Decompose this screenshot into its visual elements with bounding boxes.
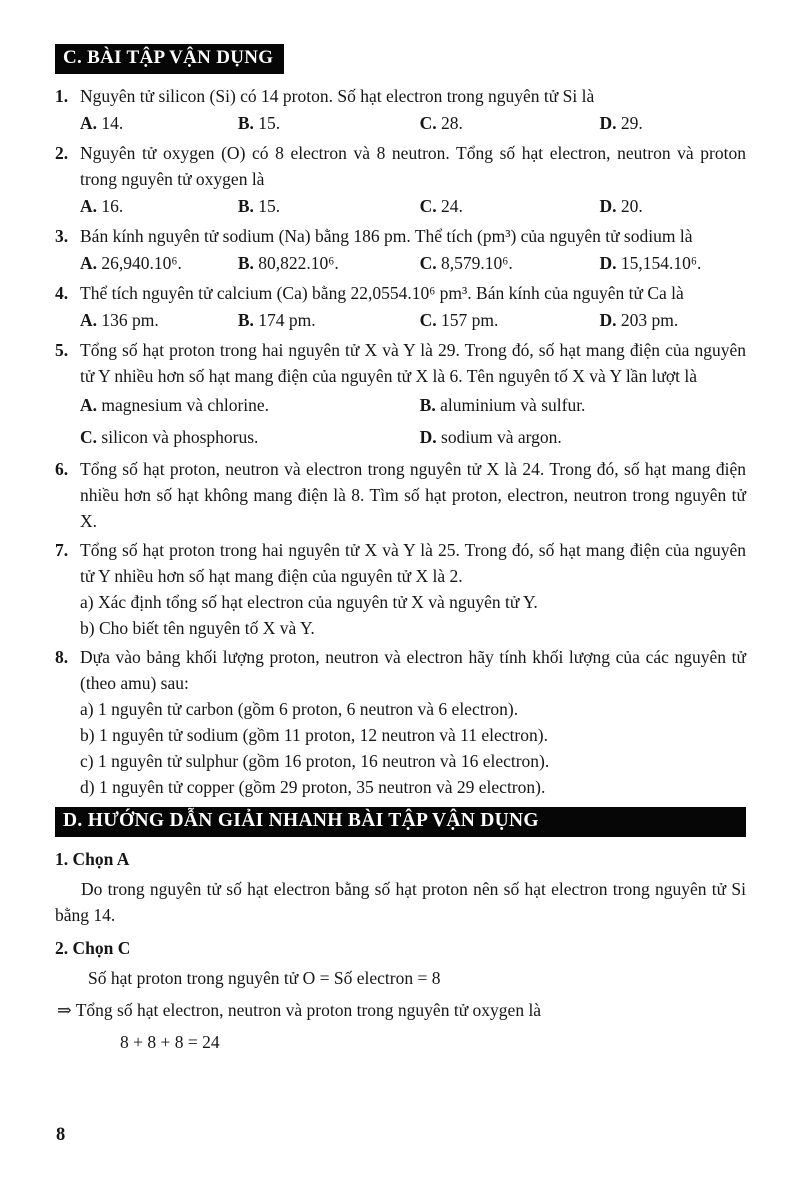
option-letter: B. <box>237 196 254 216</box>
option-letter: C. <box>419 113 437 133</box>
section-d-header <box>55 807 746 837</box>
options-row <box>80 193 746 219</box>
option-letter: D. <box>419 427 437 447</box>
option-letter: A. <box>80 253 98 273</box>
question-number: 2. <box>55 143 69 163</box>
answer-option: A. 14. <box>80 113 124 133</box>
option-letter: A. <box>80 395 98 415</box>
answer-option: C. silicon và phosphorus. <box>80 427 259 447</box>
options-row <box>80 392 746 450</box>
option-letter: A. <box>80 113 98 133</box>
question-body <box>80 280 746 334</box>
options-row <box>80 307 746 333</box>
question-item <box>55 537 746 641</box>
answer-option: D. 29. <box>599 113 643 133</box>
question-item <box>55 140 746 220</box>
answer-option: C. 28. <box>419 113 463 133</box>
options-row <box>80 250 746 276</box>
section-d-title: D. HƯỚNG DẪN GIẢI NHANH BÀI TẬP VẬN DỤNG <box>63 810 539 831</box>
answer-option: D. sodium và argon. <box>419 427 562 447</box>
question-list <box>55 83 746 800</box>
option-letter: D. <box>599 253 617 273</box>
option-letter: A. <box>80 196 98 216</box>
question-number: 4. <box>55 283 69 303</box>
section-c-header <box>55 44 284 74</box>
option-letter: C. <box>419 196 437 216</box>
question-body <box>80 83 746 137</box>
question-number: 8. <box>55 647 69 667</box>
question-subitem: d) 1 nguyên tử copper (gồm 29 proton, 35 neutron và 29 electron). <box>80 777 546 797</box>
page-number: 8 <box>56 1125 66 1145</box>
question-item <box>55 644 746 800</box>
option-letter: B. <box>419 395 436 415</box>
answer-option: C. 8,579.10⁶. <box>419 253 513 273</box>
question-body <box>80 337 746 453</box>
answer-option: B. 15. <box>237 113 281 133</box>
question-text: Tổng số hạt proton trong hai nguyên tử X và Y là 25. Trong đó, số hạt mang điện của nguyên tử Y nhiều hơn số hạt mang điện của nguyên tử X là 2. <box>80 540 746 586</box>
question-body <box>80 537 746 641</box>
question-subitem: b) 1 nguyên tử sodium (gồm 11 proton, 12 neutron và 11 electron). <box>80 725 548 745</box>
question-number: 1. <box>55 86 69 106</box>
option-letter: B. <box>237 253 254 273</box>
answer-option: D. 15,154.10⁶. <box>599 253 702 273</box>
question-item <box>55 83 746 137</box>
answer-option: A. 16. <box>80 196 124 216</box>
option-letter: D. <box>599 113 617 133</box>
answer-option: B. 15. <box>237 196 281 216</box>
question-item <box>55 456 746 534</box>
question-text: Thể tích nguyên tử calcium (Ca) bằng 22,0554.10⁶ pm³. Bán kính của nguyên tử Ca là <box>80 283 684 303</box>
section-c-title: C. BÀI TẬP VẬN DỤNG <box>63 47 274 68</box>
answer-option: A. 136 pm. <box>80 310 159 330</box>
answer-option: C. 24. <box>419 196 463 216</box>
question-item <box>55 337 746 453</box>
answer-option: B. 174 pm. <box>237 310 316 330</box>
question-body <box>80 644 746 800</box>
question-subitem: a) 1 nguyên tử carbon (gồm 6 proton, 6 neutron và 6 electron). <box>80 699 519 719</box>
answer-option: B. aluminium và sulfur. <box>419 395 586 415</box>
option-letter: A. <box>80 310 98 330</box>
question-text: Nguyên tử oxygen (O) có 8 electron và 8 neutron. Tổng số hạt electron, neutron và proton trong nguyên tử oxygen là <box>80 143 746 189</box>
question-subitem: b) Cho biết tên nguyên tố X và Y. <box>80 618 315 638</box>
option-letter: B. <box>237 310 254 330</box>
answer-option: A. 26,940.10⁶. <box>80 253 182 273</box>
question-text: Tổng số hạt proton, neutron và electron trong nguyên tử X là 24. Trong đó, số hạt mang điện nhiều hơn số hạt không mang điện là 8. Tìm số hạt proton, electron, neutron trong nguyên tử X. <box>80 459 746 531</box>
option-letter: D. <box>599 196 617 216</box>
option-letter: C. <box>419 253 437 273</box>
answer-option: D. 20. <box>599 196 643 216</box>
option-letter: C. <box>419 310 437 330</box>
question-number: 3. <box>55 226 69 246</box>
option-letter: B. <box>237 113 254 133</box>
question-number: 7. <box>55 540 69 560</box>
option-letter: C. <box>80 427 98 447</box>
solution-line: ⇒ Tổng số hạt electron, neutron và proton trong nguyên tử oxygen là <box>57 1000 542 1020</box>
question-item <box>55 223 746 277</box>
question-text: Bán kính nguyên tử sodium (Na) bằng 186 pm. Thể tích (pm³) của nguyên tử sodium là <box>80 226 693 246</box>
question-text: Tổng số hạt proton trong hai nguyên tử X và Y là 29. Trong đó, số hạt mang điện của nguyên tử Y nhiều hơn số hạt mang điện của nguyên tử X là 6. Tên nguyên tố X và Y lần lượt là <box>80 340 746 386</box>
answer-option: B. 80,822.10⁶. <box>237 253 339 273</box>
options-row <box>80 110 746 136</box>
question-body <box>80 140 746 220</box>
solution-line: Do trong nguyên tử số hạt electron bằng số hạt proton nên số hạt electron trong nguyên tử Si bằng 14. <box>55 879 746 925</box>
solution-line: 8 + 8 + 8 = 24 <box>120 1032 220 1052</box>
solution-line: Số hạt proton trong nguyên tử O = Số electron = 8 <box>88 968 441 988</box>
solution-heading: 2. Chọn C <box>55 938 131 958</box>
question-text: Dựa vào bảng khối lượng proton, neutron và electron hãy tính khối lượng của các nguyên tử (theo amu) sau: <box>80 647 746 693</box>
answer-option: D. 203 pm. <box>599 310 679 330</box>
question-item <box>55 280 746 334</box>
question-subitem: c) 1 nguyên tử sulphur (gồm 16 proton, 16 neutron và 16 electron). <box>80 751 550 771</box>
question-number: 5. <box>55 340 69 360</box>
option-letter: D. <box>599 310 617 330</box>
answer-option: C. 157 pm. <box>419 310 499 330</box>
question-number: 6. <box>55 459 69 479</box>
question-body <box>80 223 746 277</box>
solution-list <box>55 846 746 1055</box>
question-subitem: a) Xác định tổng số hạt electron của nguyên tử X và nguyên tử Y. <box>80 592 538 612</box>
question-body <box>80 456 746 534</box>
question-text: Nguyên tử silicon (Si) có 14 proton. Số hạt electron trong nguyên tử Si là <box>80 86 595 106</box>
solution-heading: 1. Chọn A <box>55 849 130 869</box>
answer-option: A. magnesium và chlorine. <box>80 395 270 415</box>
